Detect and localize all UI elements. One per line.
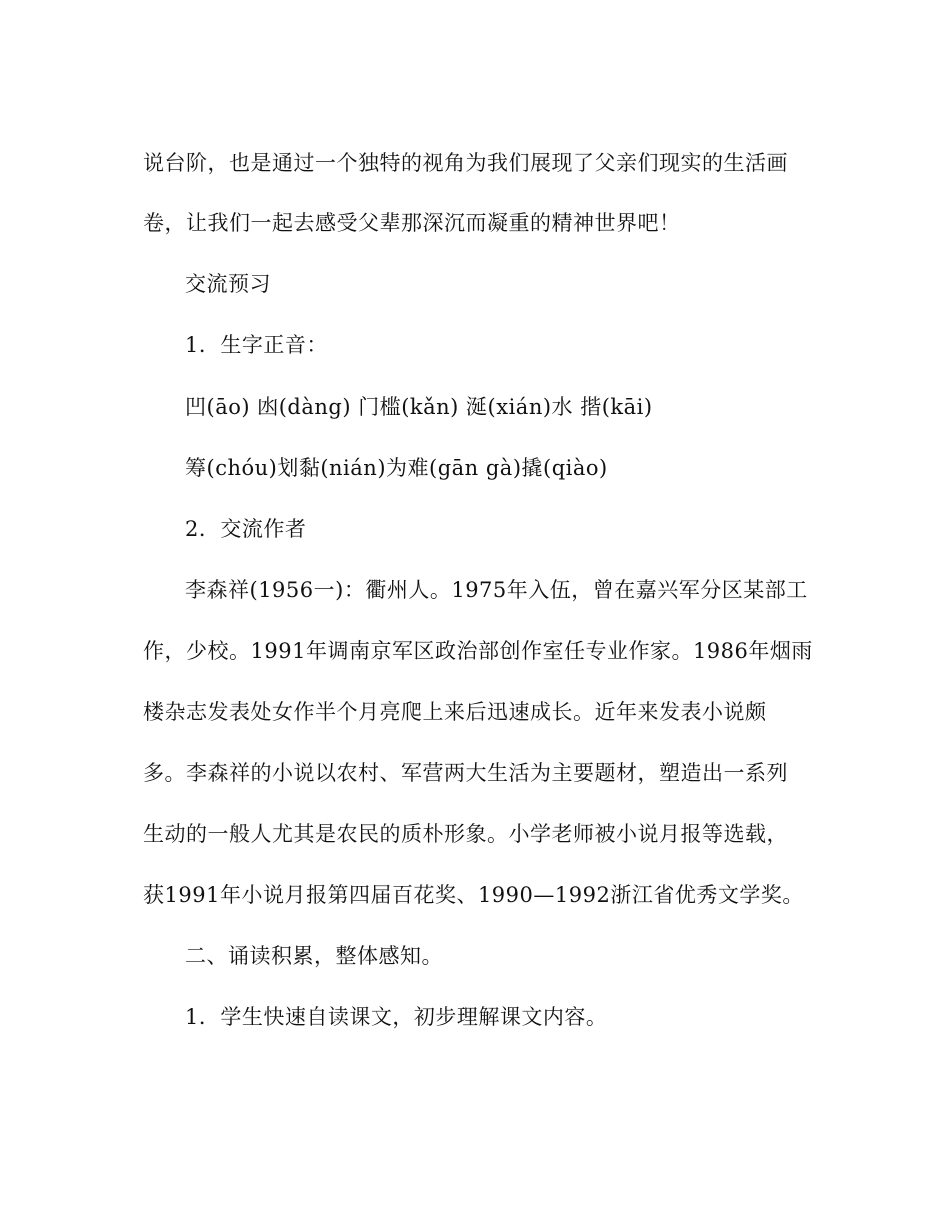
list-item-heading: 1．生字正音： bbox=[185, 333, 328, 357]
paragraph-line: 生动的一般人尤其是农民的质朴形象。小学老师被小说月报等选载， bbox=[143, 822, 788, 846]
list-item-heading: 2．交流作者 bbox=[185, 517, 307, 541]
pronunciation-line: 筹(chóu)划黏(nián)为难(gān gà)撬(qiào) bbox=[185, 456, 608, 480]
paragraph-line: 说台阶，也是通过一个独特的视角为我们展现了父亲们现实的生活画 bbox=[143, 151, 788, 175]
list-item: 1．学生快速自读课文，初步理解课文内容。 bbox=[185, 1005, 608, 1029]
paragraph-line: 卷，让我们一起去感受父辈那深沉而凝重的精神世界吧！ bbox=[143, 211, 681, 235]
section-heading: 二、诵读积累，整体感知。 bbox=[185, 944, 443, 968]
paragraph-line: 楼杂志发表处女作半个月亮爬上来后迅速成长。近年来发表小说颇 bbox=[143, 700, 767, 724]
paragraph-line: 多。李森祥的小说以农村、军营两大生活为主要题材，塑造出一系列 bbox=[143, 761, 788, 785]
paragraph-line: 作，少校。1991年调南京军区政治部创作室任专业作家。1986年烟雨 bbox=[143, 639, 813, 663]
pronunciation-line: 凹(āo) 凼(dàng) 门槛(kǎn) 涎(xián)水 揩(kāi) bbox=[185, 395, 653, 419]
paragraph-line: 获1991年小说月报第四届百花奖、1990—1992浙江省优秀文学奖。 bbox=[143, 883, 804, 907]
section-heading: 交流预习 bbox=[185, 272, 271, 296]
paragraph-line: 李森祥(1956一)：衢州人。1975年入伍，曾在嘉兴军分区某部工 bbox=[185, 578, 808, 602]
